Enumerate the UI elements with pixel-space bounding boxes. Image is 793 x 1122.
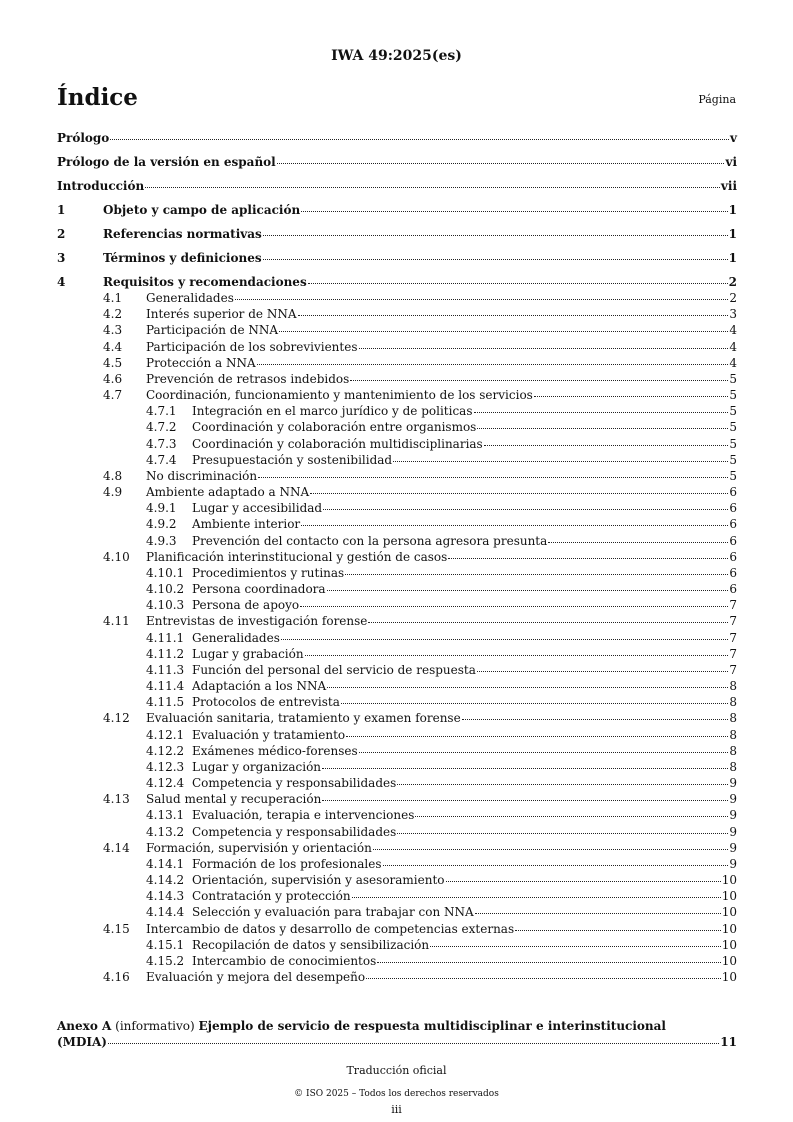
toc-entry-number: 4.13.2	[146, 825, 185, 839]
toc-entry-page: 4	[729, 356, 737, 370]
toc-entry-4-7[interactable]	[103, 388, 737, 402]
toc-entry-number: 4.5	[103, 356, 123, 370]
official-translation-note: Traducción oficial	[346, 1064, 447, 1077]
dot-leader	[323, 509, 728, 510]
toc-entry-4-12-4[interactable]	[146, 776, 737, 790]
toc-entry-4-11-3[interactable]	[146, 663, 737, 677]
toc-entry-label: Salud mental y recuperación	[146, 792, 322, 806]
toc-entry-number: 4	[57, 275, 66, 289]
toc-entry-number: 4.9.2	[146, 517, 177, 531]
toc-entry-4-10-1[interactable]	[146, 566, 737, 580]
toc-entry-page: 8	[729, 744, 737, 758]
toc-entry-page: 10	[721, 954, 737, 968]
dot-leader	[322, 800, 728, 801]
dot-leader	[301, 211, 727, 212]
toc-entry-number: 4.7.4	[146, 453, 177, 467]
toc-entry-4-15[interactable]	[103, 922, 737, 936]
toc-entry-page: 10	[721, 922, 737, 936]
toc-entry-4-7-3[interactable]	[146, 437, 737, 451]
dot-leader	[515, 930, 721, 931]
toc-entry-number: 4.7	[103, 388, 123, 402]
dot-leader	[327, 590, 729, 591]
toc-entry-4-11[interactable]	[103, 614, 737, 628]
annex-prefix: Anexo A	[57, 1019, 112, 1033]
toc-entry-number: 4.14.4	[146, 905, 185, 919]
toc-entry-4-10[interactable]	[103, 550, 737, 564]
toc-entry-page: vii	[720, 179, 737, 193]
toc-entry-label: Objeto y campo de aplicación	[103, 203, 301, 217]
toc-entry-page: 6	[729, 566, 737, 580]
toc-entry-label: Evaluación y tratamiento	[192, 728, 346, 742]
toc-entry-label: Participación de NNA	[146, 323, 279, 337]
toc-entry-label: No discriminación	[146, 469, 258, 483]
toc-entry-label: Procedimientos y rutinas	[192, 566, 345, 580]
toc-entry-4-15-1[interactable]	[146, 938, 737, 952]
dot-leader	[279, 331, 728, 332]
toc-entry-4-12-3[interactable]	[146, 760, 737, 774]
toc-entry-label: Interés superior de NNA	[146, 307, 297, 321]
toc-entry-page: 7	[729, 598, 737, 612]
toc-entry-page: 5	[729, 437, 737, 451]
toc-entry-4-1[interactable]	[103, 291, 737, 305]
toc-entry-label: Presupuestación y sostenibilidad	[192, 453, 393, 467]
annex-a-heading[interactable]	[57, 1019, 666, 1033]
toc-entry-label: Orientación, supervisión y asesoramiento	[192, 873, 445, 887]
toc-entry-number: 4.14.2	[146, 873, 185, 887]
toc-entry-number: 4.15	[103, 922, 130, 936]
dot-leader	[345, 574, 728, 575]
toc-clause-3[interactable]	[57, 251, 737, 265]
toc-entry-page: 2	[728, 275, 737, 289]
toc-entry-4-15-2[interactable]	[146, 954, 737, 968]
toc-clause-2[interactable]	[57, 227, 737, 241]
toc-entry-4-12-2[interactable]	[146, 744, 737, 758]
toc-entry-number: 4.14.3	[146, 889, 185, 903]
dot-leader	[301, 525, 728, 526]
dot-leader	[108, 1043, 719, 1044]
dot-leader	[446, 881, 721, 882]
toc-entry-4-12-1[interactable]	[146, 728, 737, 742]
dot-leader	[300, 606, 728, 607]
toc-entry-number: 4.9.1	[146, 501, 177, 515]
toc-entry-number: 4.11	[103, 614, 130, 628]
toc-entry-page: 3	[729, 307, 737, 321]
toc-entry-label: Entrevistas de investigación forense	[146, 614, 368, 628]
toc-entry-page: 8	[729, 760, 737, 774]
toc-entry-label: Términos y definiciones	[103, 251, 262, 265]
toc-entry-4-12[interactable]	[103, 711, 737, 725]
toc-entry-page: 8	[729, 711, 737, 725]
toc-entry-label: Adaptación a los NNA	[192, 679, 327, 693]
dot-leader	[359, 752, 729, 753]
toc-entry-page: 10	[721, 938, 737, 952]
toc-entry-label: Prevención del contacto con la persona agresora presunta	[192, 534, 548, 548]
toc-entry-label: Selección y evaluación para trabajar con NNA	[192, 905, 474, 919]
toc-entry-page: 9	[729, 857, 737, 871]
toc-entry-page: 7	[729, 631, 737, 645]
toc-entry-label: Intercambio de conocimientos	[192, 954, 377, 968]
toc-entry-page: 9	[729, 792, 737, 806]
toc-entry-page: 6	[729, 550, 737, 564]
dot-leader	[352, 897, 721, 898]
toc-entry-label: Protección a NNA	[146, 356, 256, 370]
toc-entry-page: 6	[729, 501, 737, 515]
toc-entry-number: 4.10	[103, 550, 130, 564]
toc-entry-4-9[interactable]	[103, 485, 737, 499]
toc-entry-page: 6	[729, 534, 737, 548]
toc-entry-page: 1	[728, 227, 737, 241]
toc-entry-page: 5	[729, 372, 737, 386]
toc-entry-4-13-1[interactable]	[146, 808, 737, 822]
toc-entry-4-14[interactable]	[103, 841, 737, 855]
toc-entry-number: 4.12.4	[146, 776, 185, 790]
toc-entry-label: Recopilación de datos y sensibilización	[192, 938, 430, 952]
toc-entry-4-11-5[interactable]	[146, 695, 737, 709]
toc-entry-number: 4.10.2	[146, 582, 185, 596]
toc-entry-number: 4.14.1	[146, 857, 185, 871]
toc-entry-number: 4.11.3	[146, 663, 185, 677]
toc-entry-page: 1	[728, 203, 737, 217]
toc-entry-4-10-3[interactable]	[146, 598, 737, 612]
toc-entry-number: 4.11.5	[146, 695, 185, 709]
toc-entry-4-13[interactable]	[103, 792, 737, 806]
dot-leader	[277, 163, 725, 164]
dot-leader	[327, 687, 728, 688]
dot-leader	[305, 655, 729, 656]
toc-entry-number: 4.3	[103, 323, 123, 337]
toc-entry-label: Prólogo	[57, 131, 110, 145]
toc-entry-page: 7	[729, 614, 737, 628]
dot-leader	[534, 396, 729, 397]
toc-clause-4[interactable]	[57, 275, 737, 289]
toc-entry-label: Coordinación, funcionamiento y mantenimiento de los servicios	[146, 388, 533, 402]
toc-entry-4-6[interactable]	[103, 372, 737, 386]
toc-entry-label: Ambiente adaptado a NNA	[146, 485, 310, 499]
toc-entry-number: 4.10.3	[146, 598, 185, 612]
toc-entry-label: Persona coordinadora	[192, 582, 326, 596]
toc-entry-number: 4.6	[103, 372, 123, 386]
toc-entry-label: Lugar y accesibilidad	[192, 501, 323, 515]
toc-entry-number: 4.15.2	[146, 954, 185, 968]
toc-entry-page: 11	[720, 1035, 737, 1049]
dot-leader	[298, 315, 729, 316]
toc-entry-4-11-4[interactable]	[146, 679, 737, 693]
toc-entry-number: 4.1	[103, 291, 123, 305]
toc-entry-page: 2	[729, 291, 737, 305]
dot-leader	[368, 622, 728, 623]
toc-entry-page: 5	[729, 469, 737, 483]
toc-entry-number: 4.11.4	[146, 679, 185, 693]
dot-leader	[346, 736, 728, 737]
dot-leader	[310, 493, 728, 494]
dot-leader	[359, 348, 729, 349]
toc-annex-a[interactable]	[57, 1035, 737, 1049]
toc-entry-label: Formación, supervisión y orientación	[146, 841, 372, 855]
dot-leader	[462, 719, 729, 720]
toc-entry-number: 4.7.3	[146, 437, 177, 451]
dot-leader	[258, 477, 728, 478]
toc-entry-label: (MDIA)	[57, 1035, 107, 1049]
toc-entry-label: Formación de los profesionales	[192, 857, 382, 871]
toc-entry-page: 9	[729, 825, 737, 839]
toc-entry-number: 4.9.3	[146, 534, 177, 548]
toc-entry-label: Generalidades	[146, 291, 234, 305]
toc-entry-label: Exámenes médico-forenses	[192, 744, 358, 758]
annex-title: Ejemplo de servicio de respuesta multidisciplinar e interinstitucional	[198, 1019, 666, 1033]
dot-leader	[366, 978, 721, 979]
toc-entry-4-13-2[interactable]	[146, 825, 737, 839]
toc-entry-label: Planificación interinstitucional y gestión de casos	[146, 550, 448, 564]
toc-entry-page: 4	[729, 340, 737, 354]
toc-entry-label: Generalidades	[192, 631, 280, 645]
toc-entry-number: 4.12	[103, 711, 130, 725]
toc-entry-label: Competencia y responsabilidades	[192, 825, 397, 839]
toc-entry-label: Referencias normativas	[103, 227, 262, 241]
toc-entry-number: 4.9	[103, 485, 123, 499]
dot-leader	[308, 283, 728, 284]
toc-entry-number: 2	[57, 227, 66, 241]
toc-entry-page: 9	[729, 841, 737, 855]
toc-entry-4-7-1[interactable]	[146, 404, 737, 418]
toc-entry-number: 4.11.2	[146, 647, 185, 661]
dot-leader	[484, 445, 729, 446]
dot-leader	[448, 558, 728, 559]
toc-entry-number: 4.12.2	[146, 744, 185, 758]
toc-entry-number: 4.12.1	[146, 728, 185, 742]
toc-entry-number: 4.14	[103, 841, 130, 855]
toc-entry-label: Coordinación y colaboración entre organismos	[192, 420, 477, 434]
toc-entry-4-10-2[interactable]	[146, 582, 737, 596]
toc-entry-page: 6	[729, 582, 737, 596]
toc-front-3[interactable]	[57, 179, 737, 193]
toc-entry-page: 4	[729, 323, 737, 337]
toc-entry-4-11-1[interactable]	[146, 631, 737, 645]
dot-leader	[383, 865, 729, 866]
page-number: iii	[391, 1103, 402, 1116]
toc-entry-4-9-3[interactable]	[146, 534, 737, 548]
toc-entry-4-14-3[interactable]	[146, 889, 737, 903]
toc-entry-4-14-1[interactable]	[146, 857, 737, 871]
dot-leader	[393, 461, 728, 462]
toc-entry-label: Evaluación sanitaria, tratamiento y examen forense	[146, 711, 461, 725]
toc-entry-4-4[interactable]	[103, 340, 737, 354]
dot-leader	[397, 833, 728, 834]
dot-leader	[263, 235, 728, 236]
toc-entry-page: 9	[729, 776, 737, 790]
dot-leader	[341, 703, 728, 704]
toc-entry-page: 10	[721, 889, 737, 903]
toc-entry-page: 8	[729, 679, 737, 693]
toc-entry-4-3[interactable]	[103, 323, 737, 337]
toc-entry-number: 4.10.1	[146, 566, 185, 580]
toc-entry-page: 10	[721, 905, 737, 919]
dot-leader	[430, 946, 721, 947]
dot-leader	[350, 380, 728, 381]
dot-leader	[281, 639, 728, 640]
toc-entry-4-14-4[interactable]	[146, 905, 737, 919]
dot-leader	[474, 412, 729, 413]
toc-entry-page: 5	[729, 420, 737, 434]
dot-leader	[263, 259, 728, 260]
toc-entry-label: Contratación y protección	[192, 889, 351, 903]
dot-leader	[477, 428, 728, 429]
toc-entry-label: Integración en el marco jurídico y de politicas	[192, 404, 473, 418]
toc-entry-4-5[interactable]	[103, 356, 737, 370]
dot-leader	[397, 784, 728, 785]
toc-entry-label: Competencia y responsabilidades	[192, 776, 397, 790]
toc-entry-page: 5	[729, 404, 737, 418]
toc-entry-label: Prevención de retrasos indebidos	[146, 372, 350, 386]
toc-entry-page: 10	[721, 873, 737, 887]
toc-front-2[interactable]	[57, 155, 737, 169]
toc-front-1[interactable]	[57, 131, 737, 145]
toc-entry-label: Lugar y organización	[192, 760, 322, 774]
toc-entry-4-9-2[interactable]	[146, 517, 737, 531]
toc-entry-page: 1	[728, 251, 737, 265]
dot-leader	[235, 299, 728, 300]
document-id-header: IWA 49:2025(es)	[331, 48, 462, 64]
toc-entry-page: 7	[729, 647, 737, 661]
toc-entry-page: 7	[729, 663, 737, 677]
page-title: Índice	[57, 84, 138, 111]
toc-entry-label: Coordinación y colaboración multidisciplinarias	[192, 437, 483, 451]
annex-type: (informativo)	[115, 1019, 195, 1033]
toc-entry-4-8[interactable]	[103, 469, 737, 483]
dot-leader	[377, 962, 720, 963]
toc-entry-label: Intercambio de datos y desarrollo de competencias externas	[146, 922, 515, 936]
toc-entry-label: Evaluación y mejora del desempeño	[146, 970, 366, 984]
toc-entry-4-2[interactable]	[103, 307, 737, 321]
toc-entry-label: Introducción	[57, 179, 145, 193]
toc-entry-page: 6	[729, 517, 737, 531]
toc-entry-page: 5	[729, 453, 737, 467]
copyright-notice: © ISO 2025 – Todos los derechos reservados	[294, 1089, 499, 1099]
dot-leader	[477, 671, 728, 672]
toc-entry-number: 4.7.1	[146, 404, 177, 418]
toc-entry-label: Persona de apoyo	[192, 598, 300, 612]
toc-entry-number: 4.16	[103, 970, 130, 984]
toc-entry-number: 4.15.1	[146, 938, 185, 952]
toc-entry-4-7-2[interactable]	[146, 420, 737, 434]
toc-entry-label: Lugar y grabación	[192, 647, 304, 661]
toc-entry-number: 4.7.2	[146, 420, 177, 434]
toc-entry-page: vi	[725, 155, 737, 169]
page-column-label: Página	[698, 93, 736, 106]
toc-entry-number: 4.8	[103, 469, 123, 483]
toc-entry-page: 10	[721, 970, 737, 984]
toc-clause-1[interactable]	[57, 203, 737, 217]
toc-entry-number: 4.11.1	[146, 631, 185, 645]
toc-entry-page: 8	[729, 728, 737, 742]
dot-leader	[415, 816, 728, 817]
toc-entry-number: 4.2	[103, 307, 123, 321]
toc-entry-page: 5	[729, 388, 737, 402]
dot-leader	[257, 364, 729, 365]
toc-entry-label: Función del personal del servicio de respuesta	[192, 663, 476, 677]
toc-entry-page: 8	[729, 695, 737, 709]
dot-leader	[475, 913, 721, 914]
toc-entry-number: 1	[57, 203, 66, 217]
toc-entry-page: v	[730, 131, 737, 145]
toc-entry-label: Requisitos y recomendaciones	[103, 275, 307, 289]
toc-entry-number: 3	[57, 251, 66, 265]
toc-entry-number: 4.13	[103, 792, 130, 806]
toc-entry-label: Ambiente interior	[192, 517, 301, 531]
toc-entry-page: 9	[729, 808, 737, 822]
toc-entry-number: 4.13.1	[146, 808, 185, 822]
dot-leader	[322, 768, 728, 769]
toc-entry-label: Participación de los sobrevivientes	[146, 340, 358, 354]
toc-entry-4-14-2[interactable]	[146, 873, 737, 887]
toc-entry-number: 4.4	[103, 340, 123, 354]
dot-leader	[548, 542, 728, 543]
toc-entry-4-9-1[interactable]	[146, 501, 737, 515]
toc-entry-label: Prólogo de la versión en español	[57, 155, 276, 169]
toc-entry-4-11-2[interactable]	[146, 647, 737, 661]
dot-leader	[110, 139, 729, 140]
toc-entry-page: 6	[729, 485, 737, 499]
dot-leader	[145, 187, 720, 188]
toc-entry-number: 4.12.3	[146, 760, 185, 774]
toc-entry-label: Evaluación, terapia e intervenciones	[192, 808, 415, 822]
toc-entry-4-7-4[interactable]	[146, 453, 737, 467]
dot-leader	[373, 849, 729, 850]
toc-entry-label: Protocolos de entrevista	[192, 695, 340, 709]
toc-entry-4-16[interactable]	[103, 970, 737, 984]
